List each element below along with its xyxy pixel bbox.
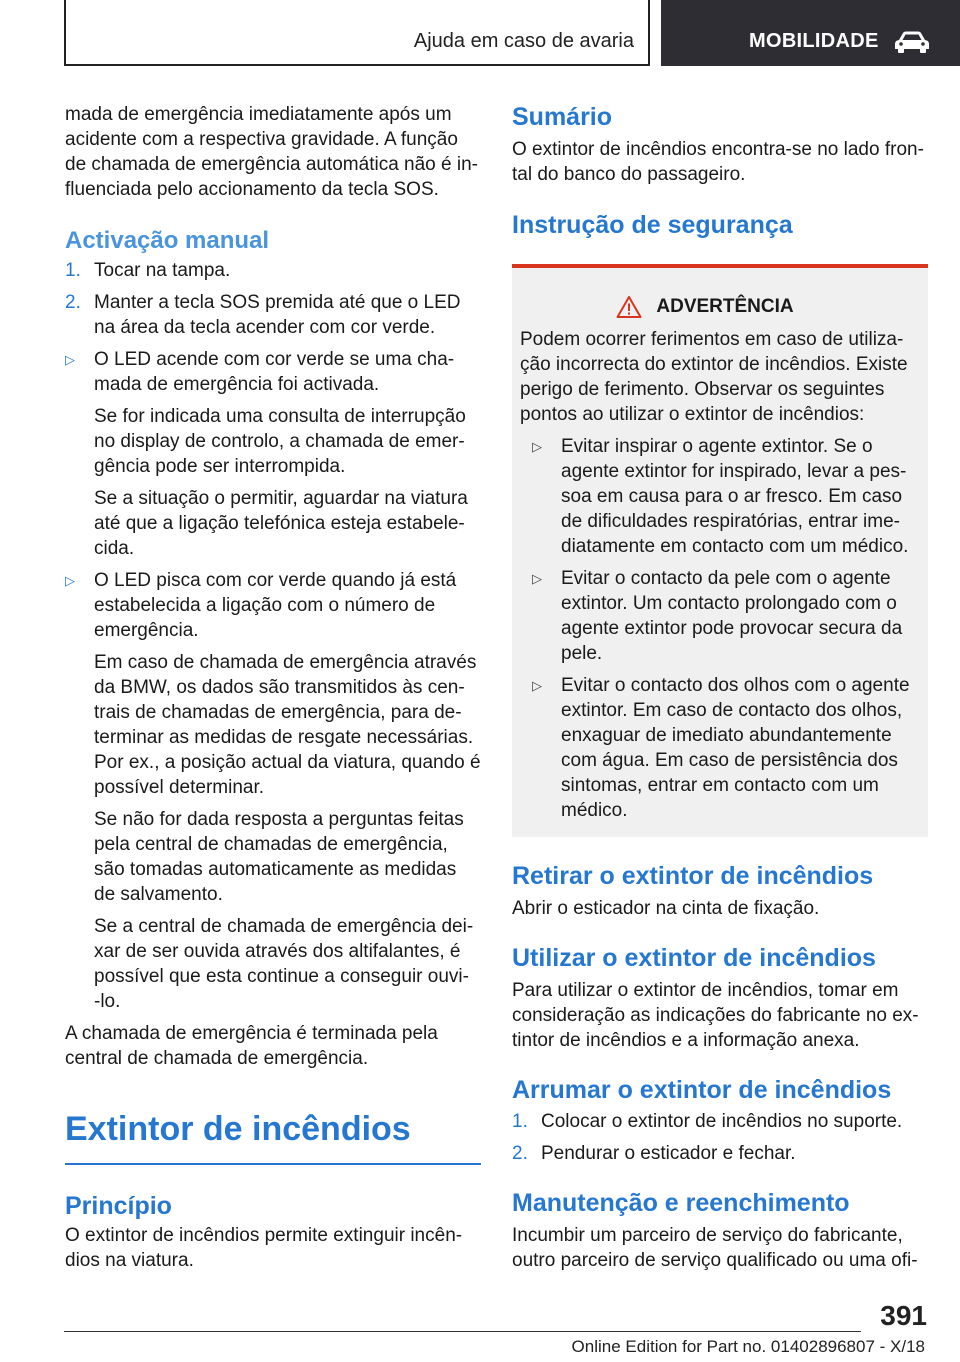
use-line: consideração as indicações do fabricante no ex- bbox=[512, 1005, 919, 1026]
paragraph-line: Se a situação o permitir, aguardar na viatura bbox=[94, 488, 468, 509]
footer-edition: Online Edition for Part no. 01402896807 - X/18 bbox=[571, 1337, 925, 1356]
step-text: Pendurar o esticador e fechar. bbox=[541, 1143, 796, 1164]
bullet-text: O LED pisca com cor verde quando já está bbox=[94, 570, 457, 591]
bullet-text: com água. Em caso de persistência dos bbox=[561, 750, 898, 771]
step-number: 2. bbox=[512, 1143, 528, 1164]
bullet-text: Evitar o contacto dos olhos com o agente bbox=[561, 675, 910, 696]
paragraph-line: Por ex., a posição actual da viatura, quando é bbox=[94, 752, 481, 773]
bullet-led-green bbox=[65, 347, 481, 397]
step-text: Tocar na tampa. bbox=[94, 260, 231, 281]
summary-line: tal do banco do passageiro. bbox=[512, 164, 746, 185]
step-text: Colocar o extintor de incêndios no suporte. bbox=[541, 1111, 903, 1132]
bullet-text: extintor. Em caso de contacto dos olhos, bbox=[561, 700, 903, 721]
intro-line: de chamada de emergência automática não é in- bbox=[65, 154, 478, 175]
step-text: Manter a tecla SOS premida até que o LED bbox=[94, 292, 461, 313]
remove-extinguisher-heading: Retirar o extintor de incêndios bbox=[512, 862, 874, 890]
step-number: 1. bbox=[65, 260, 81, 281]
end-call-line: central de chamada de emergência. bbox=[65, 1048, 369, 1069]
stow-extinguisher-heading: Arrumar o extintor de incêndios bbox=[512, 1076, 892, 1104]
stow-step-2 bbox=[512, 1141, 928, 1166]
bullet-text: Evitar o contacto da pele com o agente bbox=[561, 568, 891, 589]
remove-line: Abrir o esticador na cinta de fixação. bbox=[512, 898, 820, 919]
maintenance-line: outro parceiro de serviço qualificado ou uma ofi- bbox=[512, 1250, 918, 1271]
intro-line: mada de emergência imediatamente após um bbox=[65, 104, 452, 125]
paragraph-line: xar de ser ouvida através dos altifalantes, é bbox=[94, 941, 461, 962]
warning-line: Podem ocorrer ferimentos em caso de utiliza- bbox=[520, 329, 904, 350]
paragraph-line: gência pode ser interrompida. bbox=[94, 456, 346, 477]
warning-line: pontos ao utilizar o extintor de incêndios: bbox=[520, 404, 865, 425]
warning-bullet bbox=[520, 673, 920, 823]
header-section-title: Ajuda em caso de avaria bbox=[413, 30, 634, 52]
paragraph-line: Se não for dada resposta a perguntas feitas bbox=[94, 809, 464, 830]
paragraph-line: Se a central de chamada de emergência dei- bbox=[94, 916, 474, 937]
header-chapter-label: MOBILIDADE bbox=[749, 30, 879, 52]
bullet-paragraph bbox=[65, 650, 481, 800]
bullet-text: pele. bbox=[561, 643, 603, 664]
safety-heading: Instrução de segurança bbox=[512, 211, 793, 239]
warning-line: perigo de ferimento. Observar os seguintes bbox=[520, 379, 885, 400]
car-icon bbox=[893, 30, 931, 54]
paragraph-line: Em caso de chamada de emergência através bbox=[94, 652, 477, 673]
paragraph-line: terminar as medidas de resgate necessárias. bbox=[94, 727, 474, 748]
paragraph-line: trais de chamadas de emergência, para de- bbox=[94, 702, 462, 723]
paragraph-line: de salvamento. bbox=[94, 884, 223, 905]
bullet-text: mada de emergência foi activada. bbox=[94, 374, 380, 395]
extinguisher-main-heading: Extintor de incêndios bbox=[65, 1110, 411, 1148]
maintenance-line: Incumbir um parceiro de serviço do fabricante, bbox=[512, 1225, 903, 1246]
warning-box bbox=[512, 264, 928, 837]
bullet-text: extintor. Um contacto prolongado com o bbox=[561, 593, 897, 614]
paragraph-line: cida. bbox=[94, 538, 135, 559]
stow-step-1 bbox=[512, 1109, 928, 1134]
bullet-paragraph bbox=[65, 914, 481, 1014]
bullet-text: Evitar inspirar o agente extintor. Se o bbox=[561, 436, 873, 457]
use-line: tintor de incêndios e a informação anexa. bbox=[512, 1030, 860, 1051]
step-text: na área da tecla acender com cor verde. bbox=[94, 317, 436, 338]
bullet-paragraph bbox=[65, 486, 481, 561]
principle-line: dios na viatura. bbox=[65, 1250, 194, 1271]
header-chapter-tab bbox=[661, 0, 960, 66]
step-2 bbox=[65, 290, 481, 340]
warning-bullet bbox=[520, 434, 920, 559]
bullet-text: agente extintor for inspirado, levar a pes- bbox=[561, 461, 907, 482]
principle-heading: Princípio bbox=[65, 1192, 172, 1220]
bullet-paragraph bbox=[65, 807, 481, 907]
warning-title bbox=[520, 294, 920, 319]
paragraph-line: até que a ligação telefónica esteja estabele- bbox=[94, 513, 465, 534]
intro-line: fluenciada pelo accionamento da tecla SOS. bbox=[65, 179, 439, 200]
warning-bullet bbox=[520, 566, 920, 666]
step-number: 1. bbox=[512, 1111, 528, 1132]
bullet-triangle-icon: ▷ bbox=[65, 352, 75, 367]
bullet-text: diatamente em contacto com um médico. bbox=[561, 536, 909, 557]
left-column bbox=[65, 102, 481, 1273]
bullet-text: sintomas, entrar em contacto com um bbox=[561, 775, 879, 796]
warning-title-text: ADVERTÊNCIA bbox=[656, 296, 794, 317]
bullet-text: agente extintor pode provocar secura da bbox=[561, 618, 903, 639]
use-extinguisher-heading: Utilizar o extintor de incêndios bbox=[512, 944, 876, 972]
bullet-triangle-icon: ▷ bbox=[532, 678, 542, 693]
bullet-text: O LED acende com cor verde se uma cha- bbox=[94, 349, 455, 370]
bullet-text: médico. bbox=[561, 800, 628, 821]
principle-line: O extintor de incêndios permite extinguir incên- bbox=[65, 1225, 463, 1246]
bullet-text: de dificuldades respiratórias, entrar ime- bbox=[561, 511, 900, 532]
bullet-text: emergência. bbox=[94, 620, 199, 641]
summary-heading: Sumário bbox=[512, 103, 613, 131]
paragraph-line: possível que esta continue a conseguir ouvi- bbox=[94, 966, 469, 987]
paragraph-line: possível determinar. bbox=[94, 777, 265, 798]
summary-line: O extintor de incêndios encontra-se no lado fron- bbox=[512, 139, 924, 160]
step-number: 2. bbox=[65, 292, 81, 313]
paragraph-line: -lo. bbox=[94, 991, 121, 1012]
bullet-text: soa em causa para o ar fresco. Em caso bbox=[561, 486, 903, 507]
end-call-line: A chamada de emergência é terminada pela bbox=[65, 1023, 438, 1044]
bullet-triangle-icon: ▷ bbox=[65, 573, 75, 588]
intro-line: acidente com a respectiva gravidade. A função bbox=[65, 129, 458, 150]
warning-triangle-icon bbox=[616, 295, 642, 319]
paragraph-line: pela central de chamadas de emergência, bbox=[94, 834, 448, 855]
bullet-led-blinking bbox=[65, 568, 481, 643]
use-line: Para utilizar o extintor de incêndios, tomar em bbox=[512, 980, 899, 1001]
bullet-triangle-icon: ▷ bbox=[532, 571, 542, 586]
header-section-box bbox=[64, 0, 650, 66]
paragraph-line: no display de controlo, a chamada de emer- bbox=[94, 431, 465, 452]
step-1 bbox=[65, 258, 481, 283]
bullet-paragraph bbox=[65, 404, 481, 479]
bullet-text: estabelecida a ligação com o número de bbox=[94, 595, 436, 616]
paragraph-line: da BMW, os dados são transmitidos às cen- bbox=[94, 677, 465, 698]
bullet-triangle-icon: ▷ bbox=[532, 439, 542, 454]
warning-line: ção incorrecta do extintor de incêndios. Existe bbox=[520, 354, 908, 375]
footer-rule bbox=[64, 1331, 861, 1332]
page-number: 391 bbox=[880, 1300, 927, 1331]
maintenance-heading: Manutenção e reenchimento bbox=[512, 1189, 850, 1217]
bullet-text: enxaguar de imediato abundantemente bbox=[561, 725, 892, 746]
right-column bbox=[512, 102, 928, 1273]
paragraph-line: são tomadas automaticamente as medidas bbox=[94, 859, 457, 880]
manual-activation-heading: Activação manual bbox=[65, 227, 270, 254]
paragraph-line: Se for indicada uma consulta de interrupção bbox=[94, 406, 466, 427]
